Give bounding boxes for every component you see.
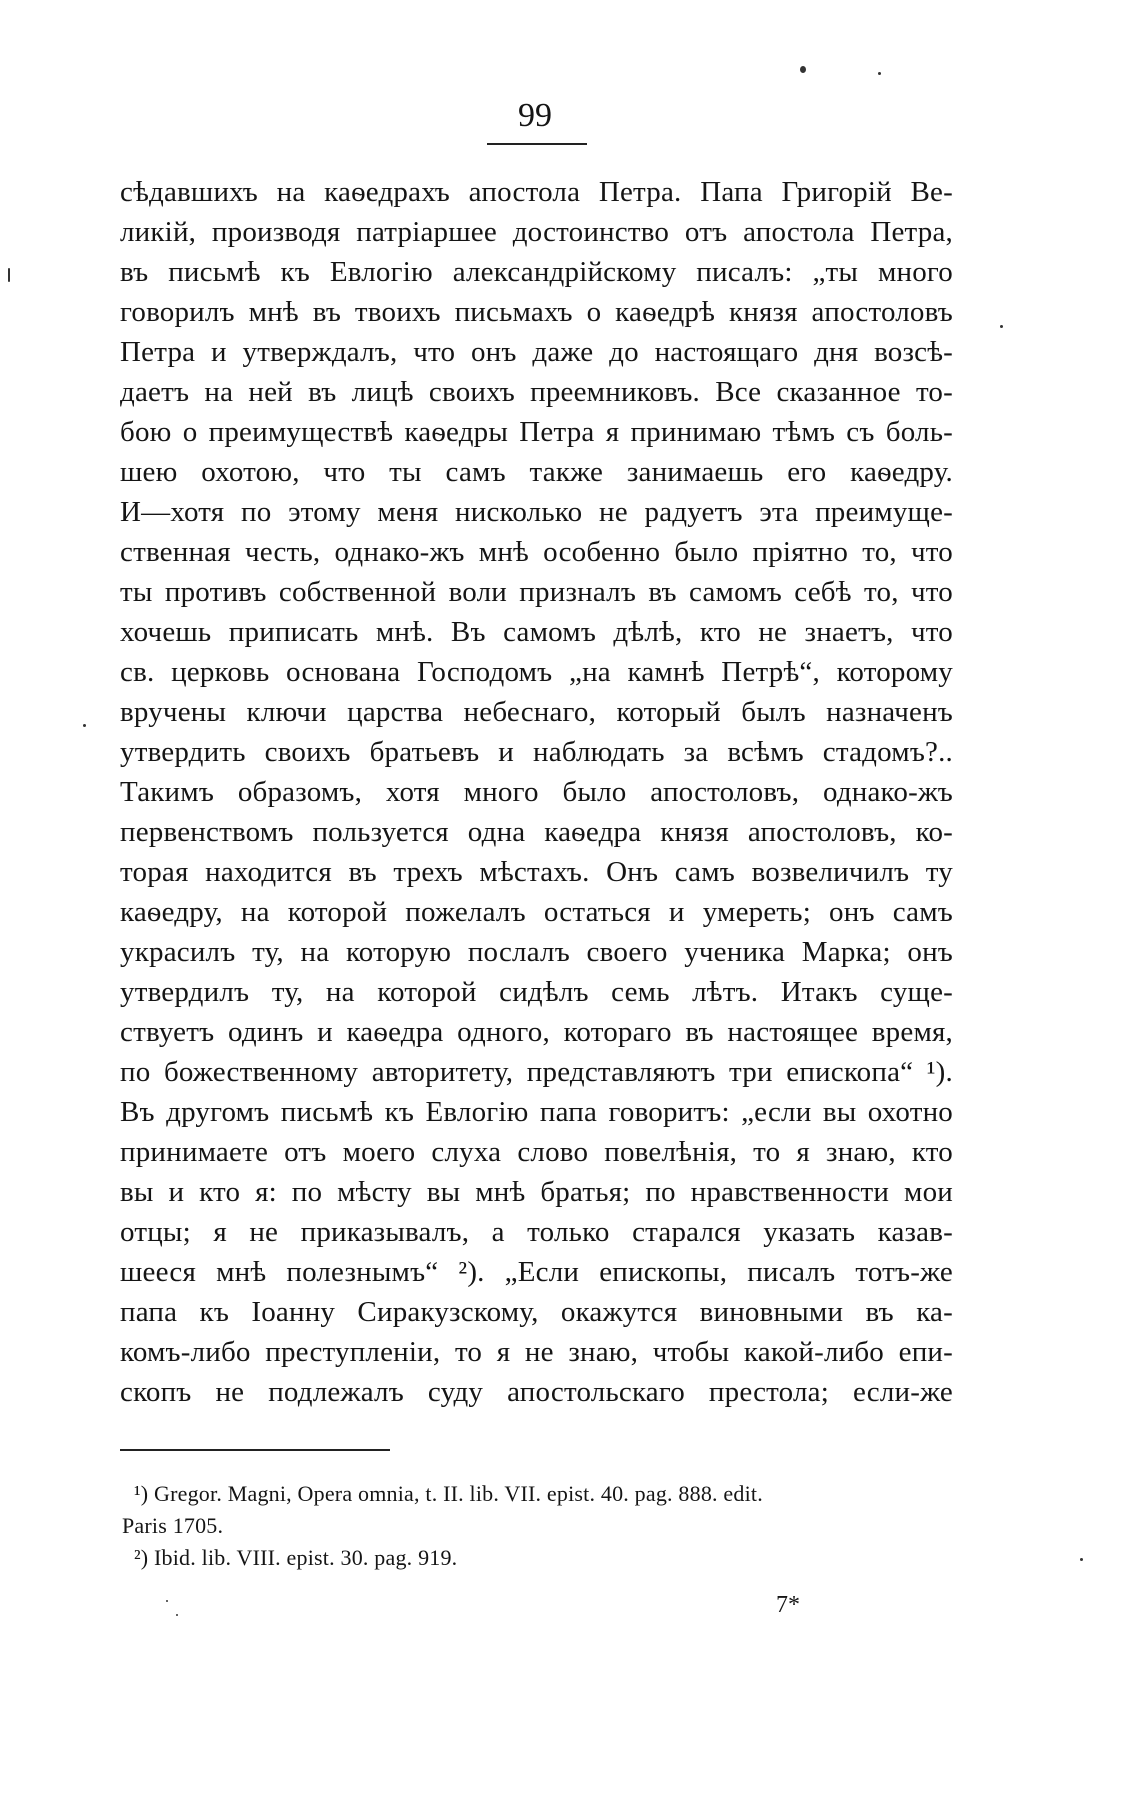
text-line: Такимъ образомъ, хотя много было апостоловъ, однако-жъ <box>120 776 953 808</box>
text-line: вы и кто я: по мѣсту вы мнѣ братья; по нравственности мои <box>120 1176 953 1208</box>
text-line: св. церковь основана Господомъ „на камнѣ Петрѣ“, которому <box>120 656 953 688</box>
scan-speck <box>83 724 86 727</box>
scan-speck <box>1080 1558 1083 1561</box>
page-number: 99 <box>518 97 552 134</box>
scan-speck <box>166 1600 168 1602</box>
scan-speck <box>878 72 881 75</box>
text-line: даетъ на ней въ лицѣ своихъ преемниковъ. Все сказанное то- <box>120 376 953 408</box>
text-line: скопъ не подлежалъ суду апостольскаго престола; если-же <box>120 1376 953 1408</box>
text-line: ликій, производя патріаршее достоинство отъ апостола Петра, <box>120 216 953 248</box>
text-line: отцы; я не приказывалъ, а только старался указать казав- <box>120 1216 953 1248</box>
text-line: принимаете отъ моего слуха слово повелѣнія, то я знаю, кто <box>120 1136 953 1168</box>
text-line: первенствомъ пользуется одна каѳедра князя апостоловъ, ко- <box>120 816 953 848</box>
scan-speck <box>800 66 806 73</box>
text-line: торая находится въ трехъ мѣстахъ. Онъ самъ возвеличилъ ту <box>120 856 953 888</box>
text-line: ты противъ собственной воли призналъ въ самомъ себѣ то, что <box>120 576 953 608</box>
text-line: утвердить своихъ братьевъ и наблюдать за всѣмъ стадомъ?.. <box>120 736 953 768</box>
footnotes <box>122 1478 944 1574</box>
text-line: папа къ Іоанну Сиракузскому, окажутся виновными въ ка- <box>120 1296 953 1328</box>
text-line: ствуетъ одинъ и каѳедра одного, котораго въ настоящее время, <box>120 1016 953 1048</box>
scan-speck <box>8 268 10 282</box>
text-line: хочешь приписать мнѣ. Въ самомъ дѣлѣ, кто не знаетъ, что <box>120 616 953 648</box>
text-line: утвердилъ ту, на которой сидѣлъ семь лѣтъ. Итакъ суще- <box>120 976 953 1008</box>
footnote-2: ²) Ibid. lib. VIII. epist. 30. pag. 919. <box>134 1545 458 1570</box>
text-line: вручены ключи царства небеснаго, который былъ назначенъ <box>120 696 953 728</box>
text-line: Петра и утверждалъ, что онъ даже до настоящаго дня возсѣ- <box>120 336 953 368</box>
scan-speck <box>1000 325 1003 328</box>
text-line: въ письмѣ къ Евлогію александрійскому писалъ: „ты много <box>120 256 953 288</box>
text-line: по божественному авторитету, представляютъ три епископа“ ¹). <box>120 1056 953 1088</box>
footnote-1: ¹) Gregor. Magni, Opera omnia, t. II. lib. VII. epist. 40. pag. 888. edit. <box>134 1481 763 1506</box>
text-line: шею охотою, что ты самъ также занимаешь его каѳедру. <box>120 456 953 488</box>
text-line: говорилъ мнѣ въ твоихъ письмахъ о каѳедрѣ князя апостоловъ <box>120 296 953 328</box>
printer-signature-mark: 7* <box>776 1592 800 1618</box>
text-line: бою о преимуществѣ каѳедры Петра я принимаю тѣмъ съ боль- <box>120 416 953 448</box>
text-line: украсилъ ту, на которую послалъ своего ученика Марка; онъ <box>120 936 953 968</box>
text-line: каѳедру, на которой пожелалъ остаться и умереть; онъ самъ <box>120 896 953 928</box>
footnote-rule <box>120 1449 390 1451</box>
text-line: И—хотя по этому меня нисколько не радуетъ эта преимуще- <box>120 496 953 528</box>
footnote-1-continuation: Paris 1705. <box>122 1513 224 1538</box>
text-line: шееся мнѣ полезнымъ“ ²). „Если епископы, писалъ тотъ-же <box>120 1256 953 1288</box>
scan-speck <box>176 1614 178 1616</box>
body-text <box>120 172 953 1412</box>
text-line: ственная честь, однако-жъ мнѣ особенно было пріятно то, что <box>120 536 953 568</box>
text-line: Въ другомъ письмѣ къ Евлогію папа говоритъ: „если вы охотно <box>120 1096 953 1128</box>
text-line: комъ-либо преступленіи, то я не знаю, чтобы какой-либо епи- <box>120 1336 953 1368</box>
page-number-rule <box>487 143 587 145</box>
text-line: сѣдавшихъ на каѳедрахъ апостола Петра. Папа Григорій Ве- <box>120 176 953 208</box>
